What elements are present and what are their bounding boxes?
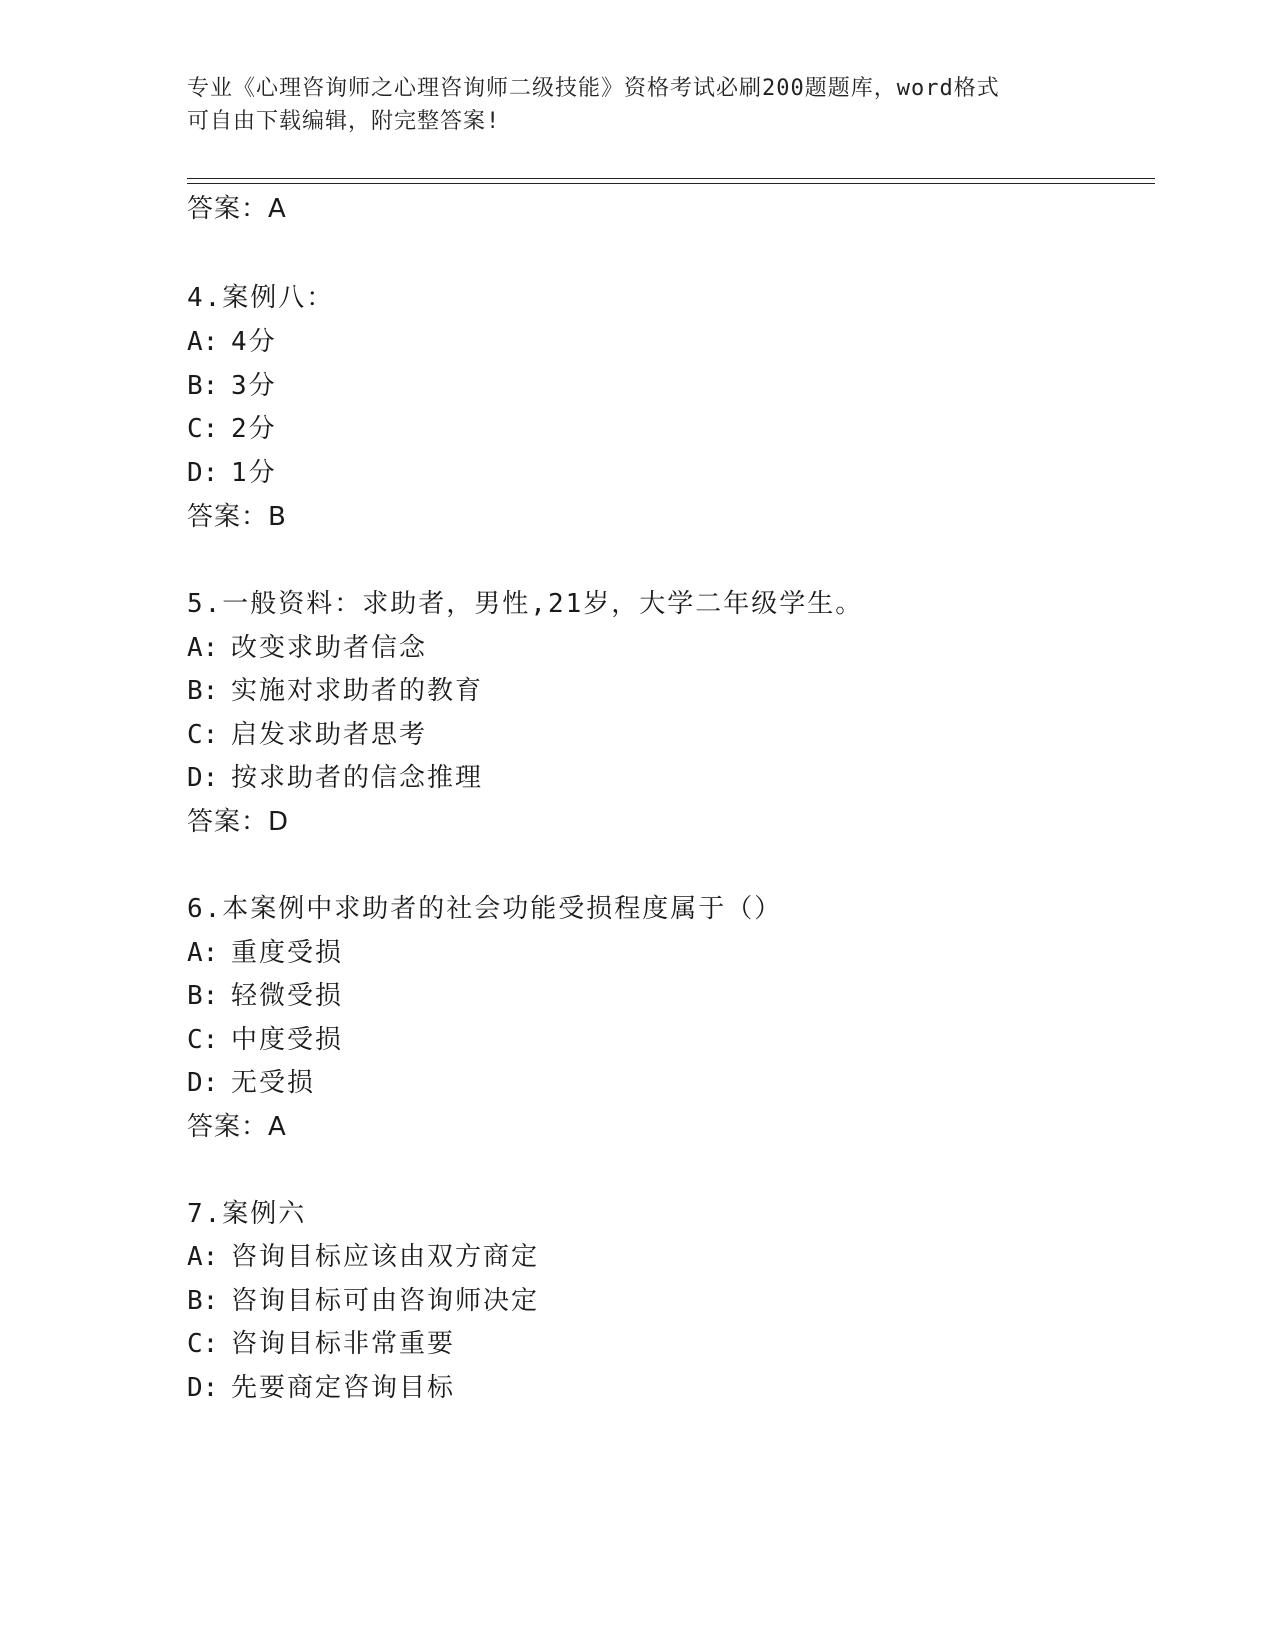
option-c: C: 2分 [187,414,277,444]
question-stem: 6.本案例中求助者的社会功能受损程度属于（） [187,894,783,924]
header-divider-top [187,178,1155,179]
option-d: D: 先要商定咨询目标 [187,1373,456,1403]
option-b: B: 3分 [187,371,277,401]
option-a: A: 重度受损 [187,938,344,968]
question-stem: 7.案例六 [187,1199,307,1229]
option-b: B: 实施对求助者的教育 [187,676,484,706]
option-a: A: 咨询目标应该由双方商定 [187,1242,540,1272]
header-line-2: 可自由下载编辑，附完整答案! [187,109,501,134]
option-c: C: 咨询目标非常重要 [187,1329,456,1359]
option-d: D: 按求助者的信念推理 [187,763,484,793]
option-b: B: 咨询目标可由咨询师决定 [187,1286,540,1316]
option-d: D: 无受损 [187,1068,316,1098]
previous-answer: 答案：A [187,194,287,224]
document-header [187,72,1087,138]
header-line-1: 专业《心理咨询师之心理咨询师二级技能》资格考试必刷200题题库，word格式 [187,76,1000,101]
question-answer: 答案：B [187,502,287,532]
option-a: A: 改变求助者信念 [187,633,428,663]
option-b: B: 轻微受损 [187,981,344,1011]
header-divider-bottom [187,183,1155,184]
question-stem: 4.案例八： [187,283,335,313]
question-answer: 答案：D [187,807,290,837]
question-answer: 答案：A [187,1112,287,1142]
option-d: D: 1分 [187,458,277,488]
option-c: C: 启发求助者思考 [187,720,428,750]
option-a: A: 4分 [187,327,277,357]
option-c: C: 中度受损 [187,1025,344,1055]
question-stem: 5.一般资料：求助者，男性,21岁，大学二年级学生。 [187,589,864,619]
